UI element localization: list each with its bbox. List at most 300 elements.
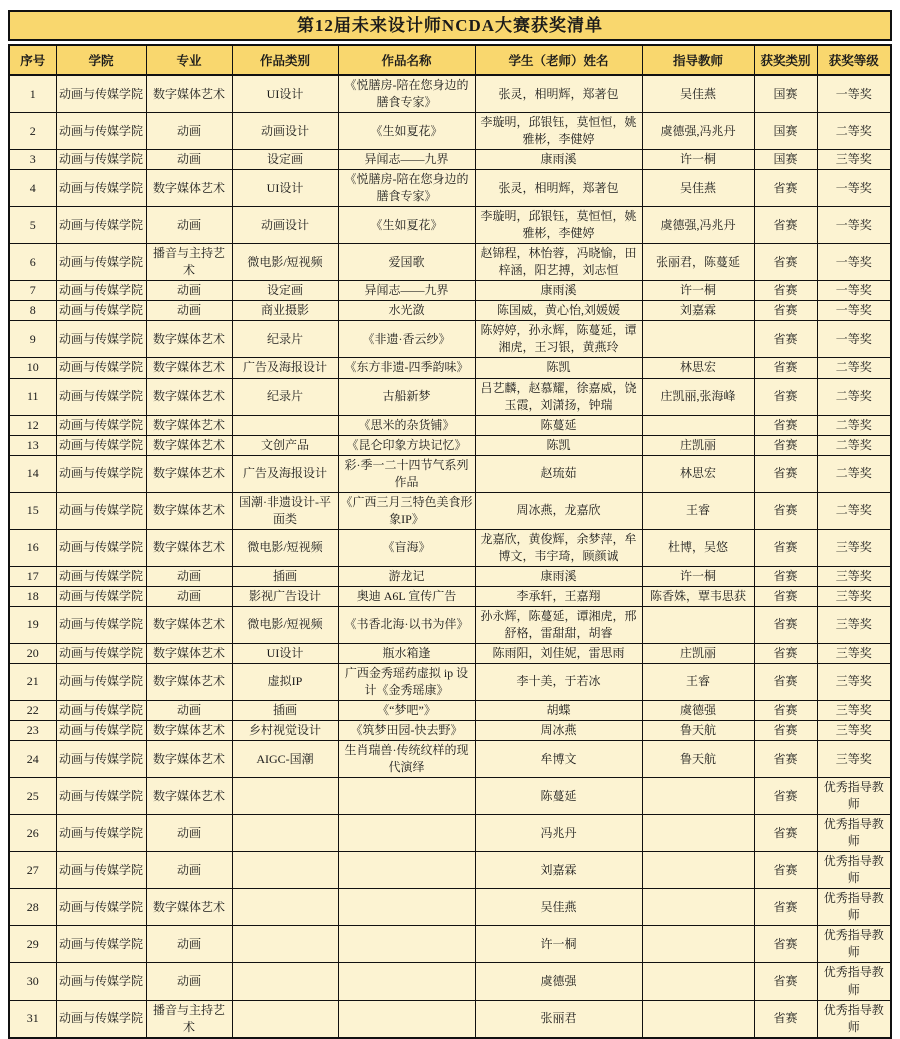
cell-index: 24: [9, 741, 56, 778]
cell-category: [232, 815, 338, 852]
cell-students: 李璇明，邱银钰，莫恒恒，姚雅彬，李健婷: [475, 207, 642, 244]
cell-index: 6: [9, 244, 56, 281]
cell-college: 动画与传媒学院: [56, 606, 146, 643]
cell-work: 《盲海》: [338, 529, 475, 566]
cell-award-level: 二等奖: [817, 378, 891, 415]
cell-award-level: 三等奖: [817, 701, 891, 721]
table-row: [9, 721, 891, 741]
cell-college: 动画与传媒学院: [56, 663, 146, 700]
cell-award-level: 一等奖: [817, 170, 891, 207]
cell-index: 25: [9, 778, 56, 815]
cell-category: 文创产品: [232, 435, 338, 455]
cell-category: 商业摄影: [232, 301, 338, 321]
cell-category: [232, 852, 338, 889]
cell-major: 动画: [146, 207, 232, 244]
cell-advisor: 虞德强,冯兆丹: [642, 207, 754, 244]
cell-category: 设定画: [232, 281, 338, 301]
cell-major: 数字媒体艺术: [146, 378, 232, 415]
cell-advisor: 吴佳燕: [642, 75, 754, 113]
cell-work: 《筑梦田园-快去野》: [338, 721, 475, 741]
cell-work: 《东方非遗-四季韵味》: [338, 358, 475, 378]
cell-major: 动画: [146, 815, 232, 852]
cell-students: 许一桐: [475, 926, 642, 963]
cell-advisor: [642, 415, 754, 435]
cell-advisor: [642, 852, 754, 889]
cell-major: 数字媒体艺术: [146, 358, 232, 378]
cell-advisor: [642, 963, 754, 1000]
cell-students: 陈国威，黄心怡,刘媛媛: [475, 301, 642, 321]
cell-index: 12: [9, 415, 56, 435]
cell-college: 动画与传媒学院: [56, 207, 146, 244]
cell-students: 张丽君: [475, 1000, 642, 1038]
page-title: 第12届未来设计师NCDA大赛获奖清单: [8, 10, 892, 41]
header-cell-college: 学院: [56, 45, 146, 75]
cell-index: 9: [9, 321, 56, 358]
cell-category: 广告及海报设计: [232, 455, 338, 492]
cell-index: 4: [9, 170, 56, 207]
cell-award-type: 省赛: [754, 586, 817, 606]
cell-award-type: 省赛: [754, 963, 817, 1000]
cell-work: 奥迪 A6L 宣传广告: [338, 586, 475, 606]
table-row: [9, 321, 891, 358]
cell-advisor: 庄凯丽: [642, 435, 754, 455]
cell-category: AIGC-国潮: [232, 741, 338, 778]
cell-students: 虞德强: [475, 963, 642, 1000]
cell-award-type: 省赛: [754, 741, 817, 778]
cell-major: 数字媒体艺术: [146, 321, 232, 358]
cell-award-level: 一等奖: [817, 301, 891, 321]
cell-major: 动画: [146, 852, 232, 889]
cell-award-level: 一等奖: [817, 281, 891, 301]
cell-work: 彩·季一二十四节气系列作品: [338, 455, 475, 492]
cell-index: 15: [9, 492, 56, 529]
award-sheet: [8, 10, 892, 1039]
cell-index: 14: [9, 455, 56, 492]
cell-advisor: [642, 1000, 754, 1038]
cell-index: 13: [9, 435, 56, 455]
cell-major: 数字媒体艺术: [146, 663, 232, 700]
cell-advisor: 王睿: [642, 663, 754, 700]
cell-college: 动画与传媒学院: [56, 815, 146, 852]
table-row: [9, 75, 891, 113]
cell-work: 《“梦吧”》: [338, 701, 475, 721]
cell-students: 陈婷婷，孙永辉，陈蔓延，谭湘虎，王习银，黄燕玲: [475, 321, 642, 358]
header-cell-index: 序号: [9, 45, 56, 75]
cell-college: 动画与传媒学院: [56, 701, 146, 721]
cell-award-level: 二等奖: [817, 435, 891, 455]
cell-award-level: 优秀指导教师: [817, 1000, 891, 1038]
cell-award-type: 省赛: [754, 852, 817, 889]
header-cell-major: 专业: [146, 45, 232, 75]
cell-award-level: 优秀指导教师: [817, 852, 891, 889]
cell-advisor: [642, 778, 754, 815]
cell-students: 牟博文: [475, 741, 642, 778]
cell-award-level: 一等奖: [817, 244, 891, 281]
cell-category: [232, 778, 338, 815]
cell-category: 纪录片: [232, 378, 338, 415]
table-row: [9, 415, 891, 435]
cell-students: 张灵，相明辉，郑著包: [475, 170, 642, 207]
cell-advisor: 虞德强: [642, 701, 754, 721]
cell-award-type: 省赛: [754, 358, 817, 378]
cell-award-level: 优秀指导教师: [817, 963, 891, 1000]
cell-advisor: 庄凯丽,张海峰: [642, 378, 754, 415]
cell-category: 纪录片: [232, 321, 338, 358]
cell-award-type: 省赛: [754, 663, 817, 700]
cell-college: 动画与传媒学院: [56, 721, 146, 741]
cell-work: 《思米的杂货铺》: [338, 415, 475, 435]
cell-award-type: 省赛: [754, 492, 817, 529]
cell-award-level: 二等奖: [817, 492, 891, 529]
cell-college: 动画与传媒学院: [56, 435, 146, 455]
cell-college: 动画与传媒学院: [56, 529, 146, 566]
table-row: [9, 643, 891, 663]
cell-major: 动画: [146, 281, 232, 301]
cell-award-type: 省赛: [754, 435, 817, 455]
cell-college: 动画与传媒学院: [56, 301, 146, 321]
cell-college: 动画与传媒学院: [56, 492, 146, 529]
cell-major: 数字媒体艺术: [146, 170, 232, 207]
cell-index: 1: [9, 75, 56, 113]
cell-major: 数字媒体艺术: [146, 889, 232, 926]
cell-award-level: 一等奖: [817, 75, 891, 113]
cell-students: 周冰燕: [475, 721, 642, 741]
cell-index: 10: [9, 358, 56, 378]
cell-index: 30: [9, 963, 56, 1000]
table-body: [9, 75, 891, 1038]
cell-advisor: 虞德强,冯兆丹: [642, 113, 754, 150]
cell-college: 动画与传媒学院: [56, 378, 146, 415]
cell-major: 动画: [146, 701, 232, 721]
cell-award-type: 省赛: [754, 244, 817, 281]
table-row: [9, 150, 891, 170]
cell-major: 数字媒体艺术: [146, 492, 232, 529]
cell-index: 22: [9, 701, 56, 721]
cell-advisor: 鲁天航: [642, 741, 754, 778]
cell-college: 动画与传媒学院: [56, 741, 146, 778]
cell-category: UI设计: [232, 643, 338, 663]
cell-students: 吕艺麟，赵慕耀，徐嘉威，饶玉霞，刘潇扬，钟瑞: [475, 378, 642, 415]
cell-students: 李璇明，邱银钰，莫恒恒，姚雅彬，李健婷: [475, 113, 642, 150]
cell-award-type: 省赛: [754, 889, 817, 926]
table-row: [9, 492, 891, 529]
cell-category: 影视广告设计: [232, 586, 338, 606]
header-cell-award-type: 获奖类别: [754, 45, 817, 75]
cell-advisor: 许一桐: [642, 566, 754, 586]
cell-work: [338, 889, 475, 926]
cell-advisor: 林思宏: [642, 455, 754, 492]
table-row: [9, 207, 891, 244]
cell-category: [232, 415, 338, 435]
cell-students: 冯兆丹: [475, 815, 642, 852]
cell-college: 动画与传媒学院: [56, 455, 146, 492]
cell-work: 《生如夏花》: [338, 207, 475, 244]
cell-college: 动画与传媒学院: [56, 926, 146, 963]
cell-index: 19: [9, 606, 56, 643]
cell-category: 广告及海报设计: [232, 358, 338, 378]
cell-index: 20: [9, 643, 56, 663]
table-row: [9, 358, 891, 378]
cell-index: 3: [9, 150, 56, 170]
cell-award-type: 省赛: [754, 701, 817, 721]
cell-work: 异闻志——九界: [338, 281, 475, 301]
cell-index: 21: [9, 663, 56, 700]
cell-category: UI设计: [232, 170, 338, 207]
cell-major: 动画: [146, 926, 232, 963]
table-row: [9, 455, 891, 492]
cell-category: [232, 1000, 338, 1038]
cell-students: 胡蝶: [475, 701, 642, 721]
cell-award-type: 省赛: [754, 455, 817, 492]
header-cell-students: 学生（老师）姓名: [475, 45, 642, 75]
cell-award-type: 省赛: [754, 926, 817, 963]
cell-students: 陈雨阳，刘佳妮，雷思雨: [475, 643, 642, 663]
cell-index: 23: [9, 721, 56, 741]
cell-award-type: 省赛: [754, 643, 817, 663]
cell-college: 动画与传媒学院: [56, 963, 146, 1000]
table-row: [9, 281, 891, 301]
cell-college: 动画与传媒学院: [56, 778, 146, 815]
cell-category: 虚拟IP: [232, 663, 338, 700]
table-header: [9, 45, 891, 75]
cell-work: 《非遗·香云纱》: [338, 321, 475, 358]
cell-award-level: 三等奖: [817, 643, 891, 663]
cell-advisor: 陈香姝，覃韦思获: [642, 586, 754, 606]
cell-work: 《悦膳房-陪在您身边的膳食专家》: [338, 75, 475, 113]
cell-advisor: 许一桐: [642, 150, 754, 170]
cell-students: 陈蔓延: [475, 415, 642, 435]
cell-major: 数字媒体艺术: [146, 435, 232, 455]
award-table: [8, 44, 892, 1039]
cell-award-level: 三等奖: [817, 586, 891, 606]
cell-major: 数字媒体艺术: [146, 529, 232, 566]
cell-students: 康雨溪: [475, 281, 642, 301]
cell-advisor: 鲁天航: [642, 721, 754, 741]
cell-advisor: 吴佳燕: [642, 170, 754, 207]
cell-award-level: 三等奖: [817, 566, 891, 586]
header-row: [9, 45, 891, 75]
cell-award-level: 二等奖: [817, 455, 891, 492]
header-cell-award-level: 获奖等级: [817, 45, 891, 75]
cell-category: [232, 926, 338, 963]
table-row: [9, 963, 891, 1000]
cell-award-type: 省赛: [754, 529, 817, 566]
cell-work: [338, 926, 475, 963]
header-cell-work: 作品名称: [338, 45, 475, 75]
cell-category: [232, 963, 338, 1000]
cell-major: 数字媒体艺术: [146, 778, 232, 815]
cell-work: 《悦膳房-陪在您身边的膳食专家》: [338, 170, 475, 207]
table-row: [9, 435, 891, 455]
cell-work: 《生如夏花》: [338, 113, 475, 150]
cell-index: 18: [9, 586, 56, 606]
cell-award-type: 省赛: [754, 301, 817, 321]
cell-major: 数字媒体艺术: [146, 643, 232, 663]
cell-award-level: 二等奖: [817, 113, 891, 150]
cell-category: 微电影/短视频: [232, 244, 338, 281]
cell-major: 数字媒体艺术: [146, 415, 232, 435]
cell-work: [338, 815, 475, 852]
table-row: [9, 852, 891, 889]
cell-work: [338, 778, 475, 815]
cell-college: 动画与传媒学院: [56, 586, 146, 606]
cell-award-level: 一等奖: [817, 207, 891, 244]
cell-award-type: 省赛: [754, 378, 817, 415]
cell-award-type: 省赛: [754, 170, 817, 207]
header-cell-category: 作品类别: [232, 45, 338, 75]
cell-work: 《广西三月三特色美食形象IP》: [338, 492, 475, 529]
cell-award-level: 三等奖: [817, 606, 891, 643]
cell-award-type: 省赛: [754, 415, 817, 435]
cell-major: 数字媒体艺术: [146, 455, 232, 492]
cell-work: 水光潋: [338, 301, 475, 321]
cell-college: 动画与传媒学院: [56, 113, 146, 150]
cell-award-type: 省赛: [754, 721, 817, 741]
table-row: [9, 815, 891, 852]
cell-students: 刘嘉霖: [475, 852, 642, 889]
cell-index: 28: [9, 889, 56, 926]
cell-award-level: 三等奖: [817, 721, 891, 741]
cell-major: 动画: [146, 113, 232, 150]
cell-index: 26: [9, 815, 56, 852]
cell-category: 插画: [232, 566, 338, 586]
cell-work: 古船新梦: [338, 378, 475, 415]
cell-college: 动画与传媒学院: [56, 643, 146, 663]
cell-advisor: 林思宏: [642, 358, 754, 378]
cell-students: 吴佳燕: [475, 889, 642, 926]
cell-index: 8: [9, 301, 56, 321]
cell-award-type: 省赛: [754, 815, 817, 852]
cell-students: 康雨溪: [475, 566, 642, 586]
cell-college: 动画与传媒学院: [56, 566, 146, 586]
cell-major: 播音与主持艺术: [146, 1000, 232, 1038]
table-row: [9, 113, 891, 150]
cell-award-level: 优秀指导教师: [817, 778, 891, 815]
cell-category: 国潮·非遗设计-平面类: [232, 492, 338, 529]
cell-category: 插画: [232, 701, 338, 721]
cell-advisor: [642, 815, 754, 852]
cell-advisor: 张丽君，陈蔓延: [642, 244, 754, 281]
cell-index: 11: [9, 378, 56, 415]
cell-category: 动画设计: [232, 207, 338, 244]
table-row: [9, 170, 891, 207]
cell-category: 乡村视觉设计: [232, 721, 338, 741]
cell-major: 动画: [146, 566, 232, 586]
table-row: [9, 741, 891, 778]
cell-college: 动画与传媒学院: [56, 415, 146, 435]
cell-students: 张灵，相明辉，郑著包: [475, 75, 642, 113]
cell-category: 微电影/短视频: [232, 606, 338, 643]
cell-major: 动画: [146, 586, 232, 606]
cell-award-type: 省赛: [754, 281, 817, 301]
cell-award-type: 省赛: [754, 778, 817, 815]
cell-college: 动画与传媒学院: [56, 321, 146, 358]
cell-award-type: 省赛: [754, 606, 817, 643]
cell-award-type: 国赛: [754, 75, 817, 113]
cell-advisor: 王睿: [642, 492, 754, 529]
table-row: [9, 663, 891, 700]
cell-work: 广西金秀瑶药虚拟 ip 设计《金秀瑶康》: [338, 663, 475, 700]
cell-index: 5: [9, 207, 56, 244]
cell-award-level: 优秀指导教师: [817, 926, 891, 963]
table-row: [9, 926, 891, 963]
table-row: [9, 529, 891, 566]
cell-work: 爱国歌: [338, 244, 475, 281]
cell-category: [232, 889, 338, 926]
cell-award-type: 省赛: [754, 566, 817, 586]
cell-major: 数字媒体艺术: [146, 721, 232, 741]
cell-category: 动画设计: [232, 113, 338, 150]
cell-major: 播音与主持艺术: [146, 244, 232, 281]
cell-work: [338, 1000, 475, 1038]
cell-category: 微电影/短视频: [232, 529, 338, 566]
cell-index: 17: [9, 566, 56, 586]
cell-college: 动画与传媒学院: [56, 358, 146, 378]
cell-award-type: 省赛: [754, 321, 817, 358]
cell-students: 赵琉茹: [475, 455, 642, 492]
cell-students: 龙嘉欣，黄俊辉，余梦萍，牟博文，韦宇琦，顾颜诚: [475, 529, 642, 566]
cell-work: 瓶水箱逢: [338, 643, 475, 663]
cell-college: 动画与传媒学院: [56, 1000, 146, 1038]
cell-index: 27: [9, 852, 56, 889]
cell-major: 数字媒体艺术: [146, 741, 232, 778]
cell-award-level: 三等奖: [817, 663, 891, 700]
table-row: [9, 378, 891, 415]
cell-advisor: [642, 926, 754, 963]
cell-work: 游龙记: [338, 566, 475, 586]
cell-students: 李承轩，王嘉翔: [475, 586, 642, 606]
cell-award-type: 国赛: [754, 150, 817, 170]
cell-students: 孙永辉，陈蔓延，谭湘虎，邢舒格，雷甜甜，胡睿: [475, 606, 642, 643]
cell-index: 16: [9, 529, 56, 566]
cell-work: [338, 852, 475, 889]
table-row: [9, 244, 891, 281]
cell-advisor: 杜博，吴悠: [642, 529, 754, 566]
cell-advisor: 庄凯丽: [642, 643, 754, 663]
cell-students: 康雨溪: [475, 150, 642, 170]
cell-major: 数字媒体艺术: [146, 75, 232, 113]
cell-category: 设定画: [232, 150, 338, 170]
cell-award-level: 一等奖: [817, 321, 891, 358]
cell-major: 动画: [146, 301, 232, 321]
cell-index: 31: [9, 1000, 56, 1038]
cell-award-type: 国赛: [754, 113, 817, 150]
cell-award-level: 优秀指导教师: [817, 815, 891, 852]
cell-college: 动画与传媒学院: [56, 150, 146, 170]
cell-work: [338, 963, 475, 1000]
cell-college: 动画与传媒学院: [56, 281, 146, 301]
cell-college: 动画与传媒学院: [56, 889, 146, 926]
cell-advisor: 刘嘉霖: [642, 301, 754, 321]
cell-index: 7: [9, 281, 56, 301]
table-row: [9, 778, 891, 815]
table-row: [9, 1000, 891, 1038]
cell-award-level: 三等奖: [817, 150, 891, 170]
cell-college: 动画与传媒学院: [56, 170, 146, 207]
table-row: [9, 301, 891, 321]
cell-students: 赵锦程，林怡蓉，冯晓愉，田梓涵，阳艺搏，刘志恒: [475, 244, 642, 281]
cell-advisor: [642, 606, 754, 643]
cell-work: 异闻志——九界: [338, 150, 475, 170]
cell-work: 《书香北海·以书为伴》: [338, 606, 475, 643]
table-row: [9, 586, 891, 606]
cell-work: 生肖瑞兽·传统纹样的现代演绎: [338, 741, 475, 778]
table-row: [9, 889, 891, 926]
table-row: [9, 701, 891, 721]
cell-major: 数字媒体艺术: [146, 606, 232, 643]
header-cell-advisor: 指导教师: [642, 45, 754, 75]
cell-award-type: 省赛: [754, 207, 817, 244]
